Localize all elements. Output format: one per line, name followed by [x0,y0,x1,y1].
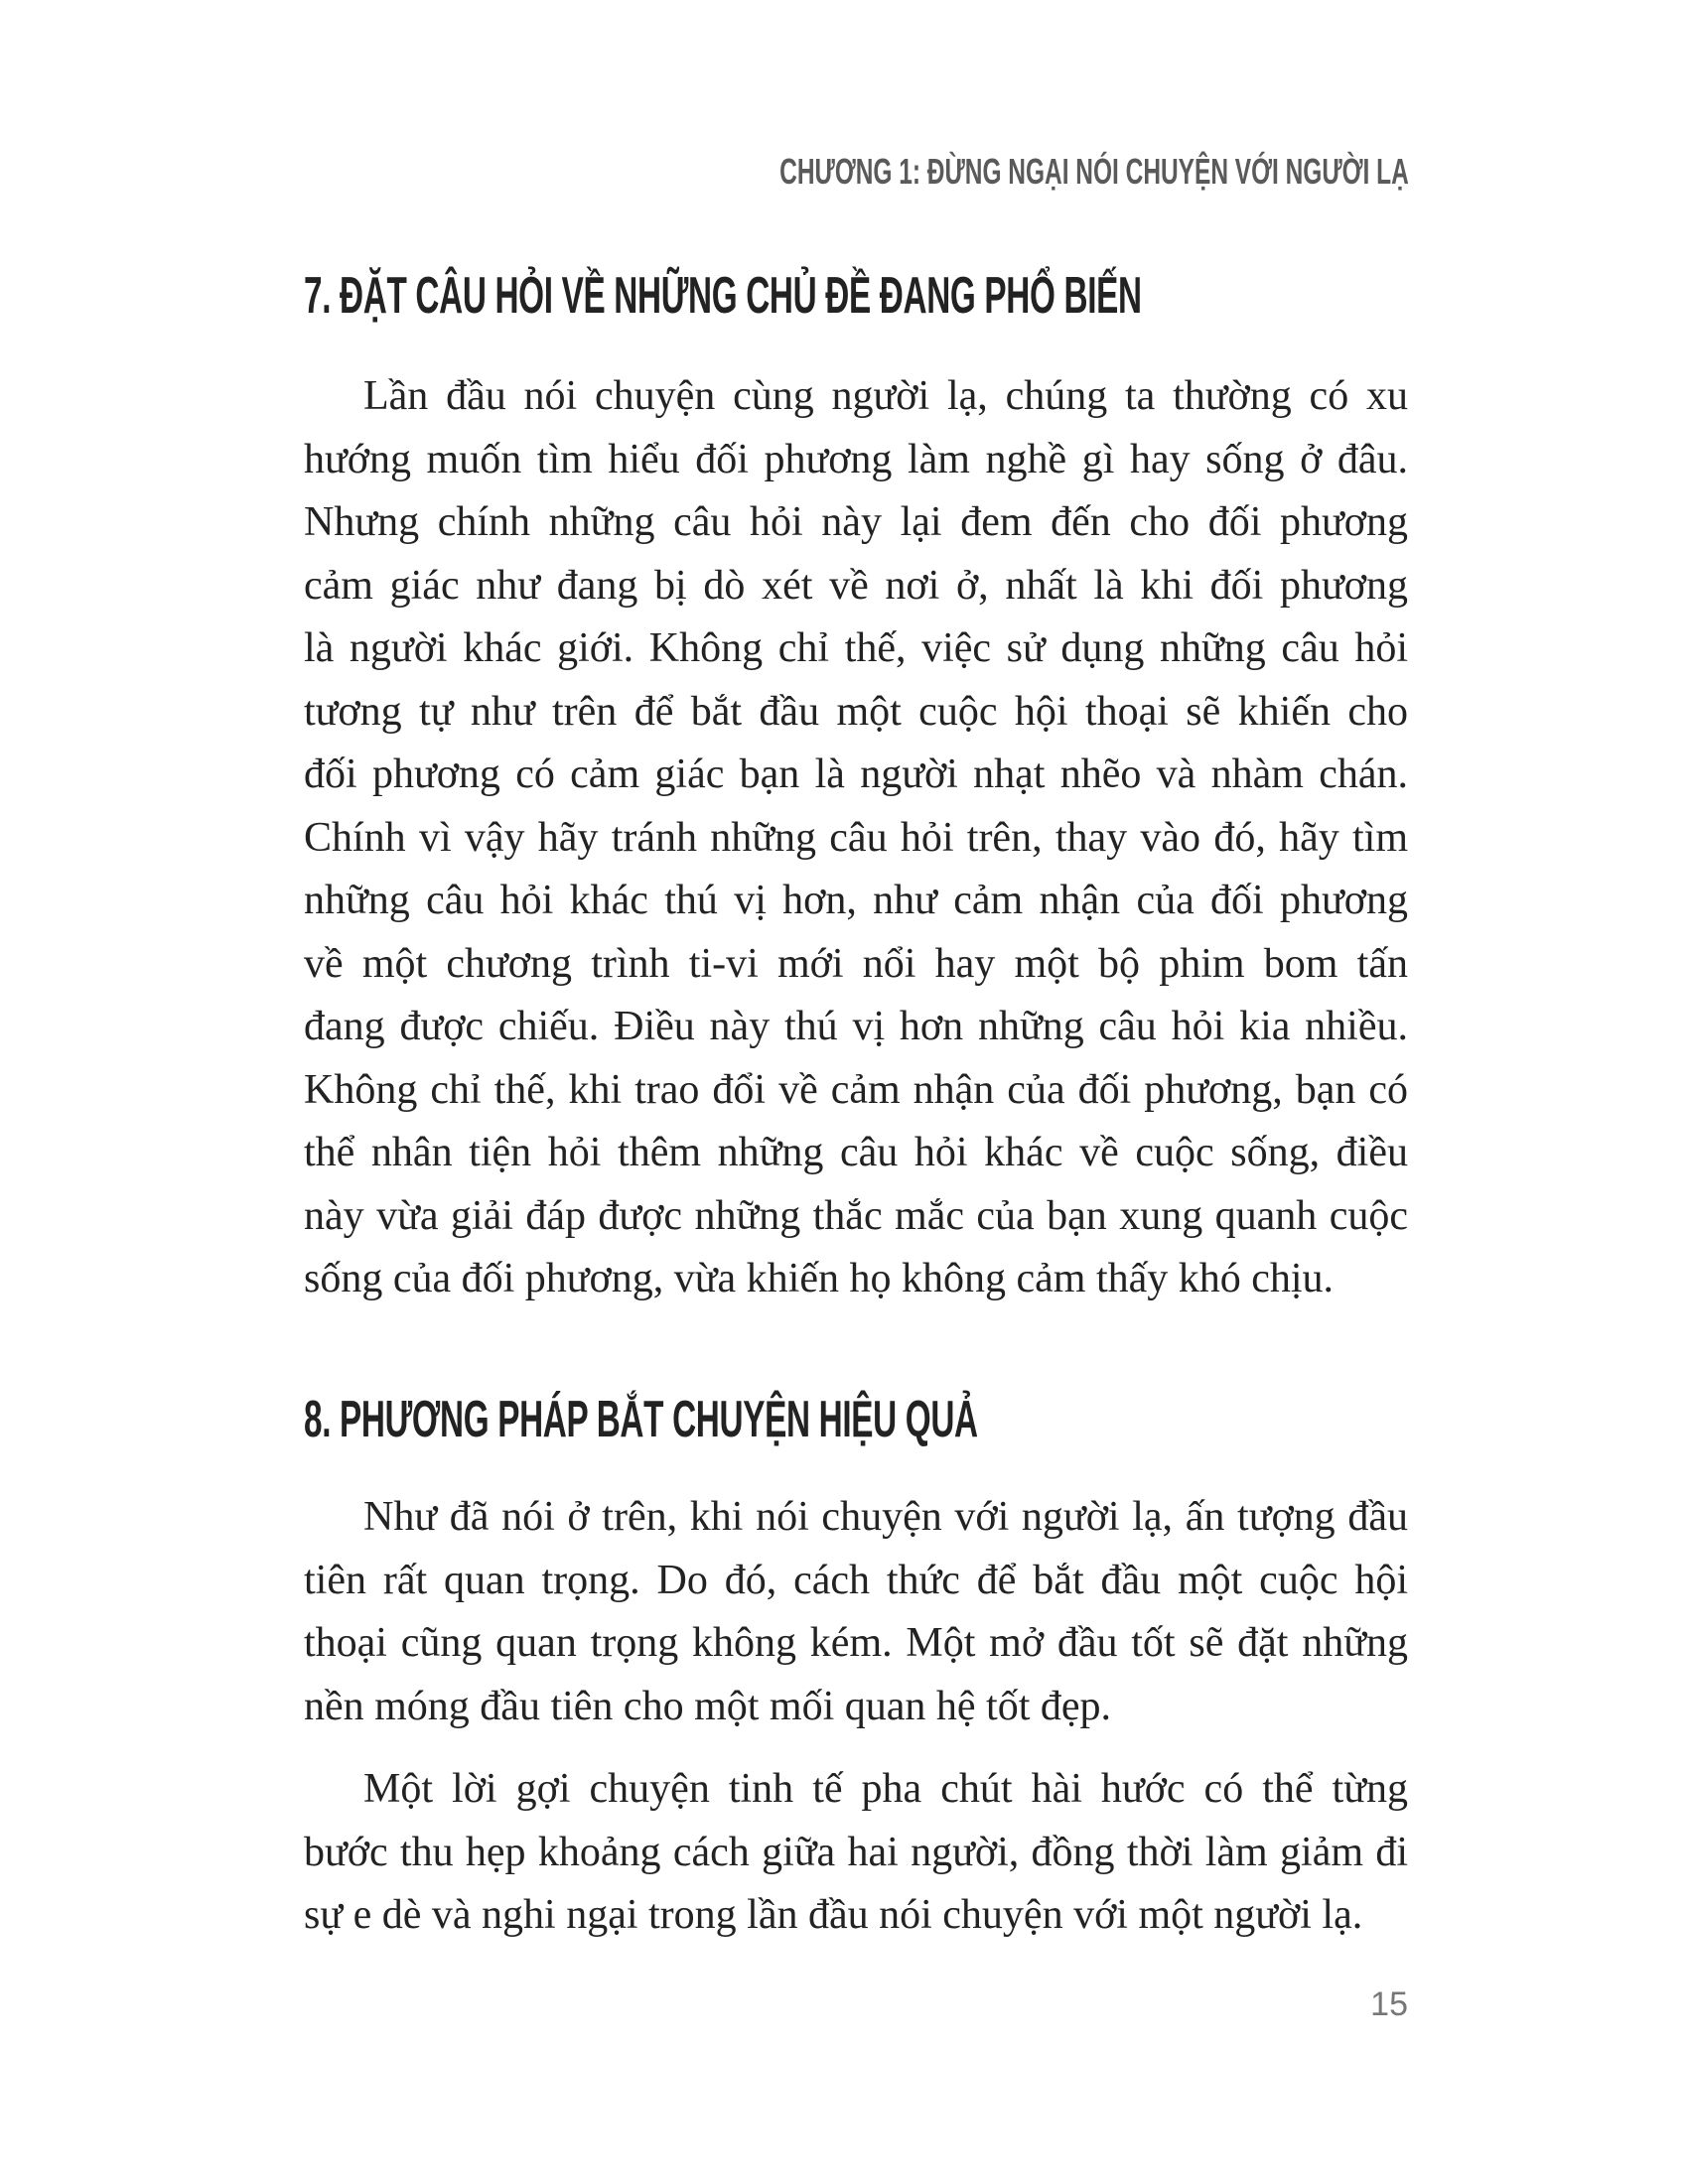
text-line: tiên rất quan trọng. Do đó, cách thức để bắt đầu một cuộc hội [304,1557,1408,1603]
text-line: đang được chiếu. Điều này thú vị hơn những câu hỏi kia nhiều. [304,1004,1408,1049]
page-number: 15 [1370,1985,1408,2023]
text-line: Nhưng chính những câu hỏi này lại đem đến cho đối phương [304,499,1408,545]
text-line: những câu hỏi khác thú vị hơn, như cảm nhận của đối phương [304,878,1408,923]
section-7-paragraph-1 [304,365,1408,1311]
text-line: sự e dè và nghi ngại trong lần đầu nói chuyện với một người lạ. [304,1892,1363,1938]
text-line: thoại cũng quan trọng không kém. Một mở đầu tốt sẽ đặt những [304,1620,1408,1666]
section-8-paragraph-1 [304,1486,1408,1738]
text-line: Như đã nói ở trên, khi nói chuyện với người lạ, ấn tượng đầu [363,1494,1408,1540]
text-line: đối phương có cảm giác bạn là người nhạt nhẽo và nhàm chán. [304,751,1408,797]
section-8-paragraph-2 [304,1758,1408,1948]
text-line: là người khác giới. Không chỉ thế, việc sử dụng những câu hỏi [304,625,1408,671]
text-line: Lần đầu nói chuyện cùng người lạ, chúng ta thường có xu [363,373,1408,419]
text-line: sống của đối phương, vừa khiến họ không cảm thấy khó chịu. [304,1256,1335,1301]
section-8-heading: 8. PHƯƠNG PHÁP BẮT CHUYỆN HIỆU QUẢ [304,1391,978,1448]
text-line: tương tự như trên để bắt đầu một cuộc hội thoại sẽ khiến cho [304,688,1408,735]
text-line: nền móng đầu tiên cho một mối quan hệ tốt đẹp. [304,1683,1112,1729]
text-line: cảm giác như đang bị dò xét về nơi ở, nhất là khi đối phương [304,562,1408,609]
text-line: bước thu hẹp khoảng cách giữa hai người, đồng thời làm giảm đi [304,1829,1408,1875]
text-line: này vừa giải đáp được những thắc mắc của bạn xung quanh cuộc [304,1192,1408,1239]
text-line: Một lời gợi chuyện tinh tế pha chút hài hước có thể từng [363,1766,1408,1812]
section-7-heading: 7. ĐẶT CÂU HỎI VỀ NHỮNG CHỦ ĐỀ ĐANG PHỔ BIẾN [304,267,1142,325]
text-line: hướng muốn tìm hiểu đối phương làm nghề gì hay sống ở đâu. [304,436,1408,482]
text-line: về một chương trình ti-vi mới nổi hay một bộ phim bom tấn [304,940,1408,987]
text-line: Không chỉ thế, khi trao đổi về cảm nhận của đối phương, bạn có [304,1066,1408,1113]
running-head: CHƯƠNG 1: ĐỪNG NGẠI NÓI CHUYỆN VỚI NGƯỜI LẠ [779,151,1409,192]
text-line: thể nhân tiện hỏi thêm những câu hỏi khác về cuộc sống, điều [304,1130,1408,1175]
text-line: Chính vì vậy hãy tránh những câu hỏi trên, thay vào đó, hãy tìm [304,814,1408,861]
